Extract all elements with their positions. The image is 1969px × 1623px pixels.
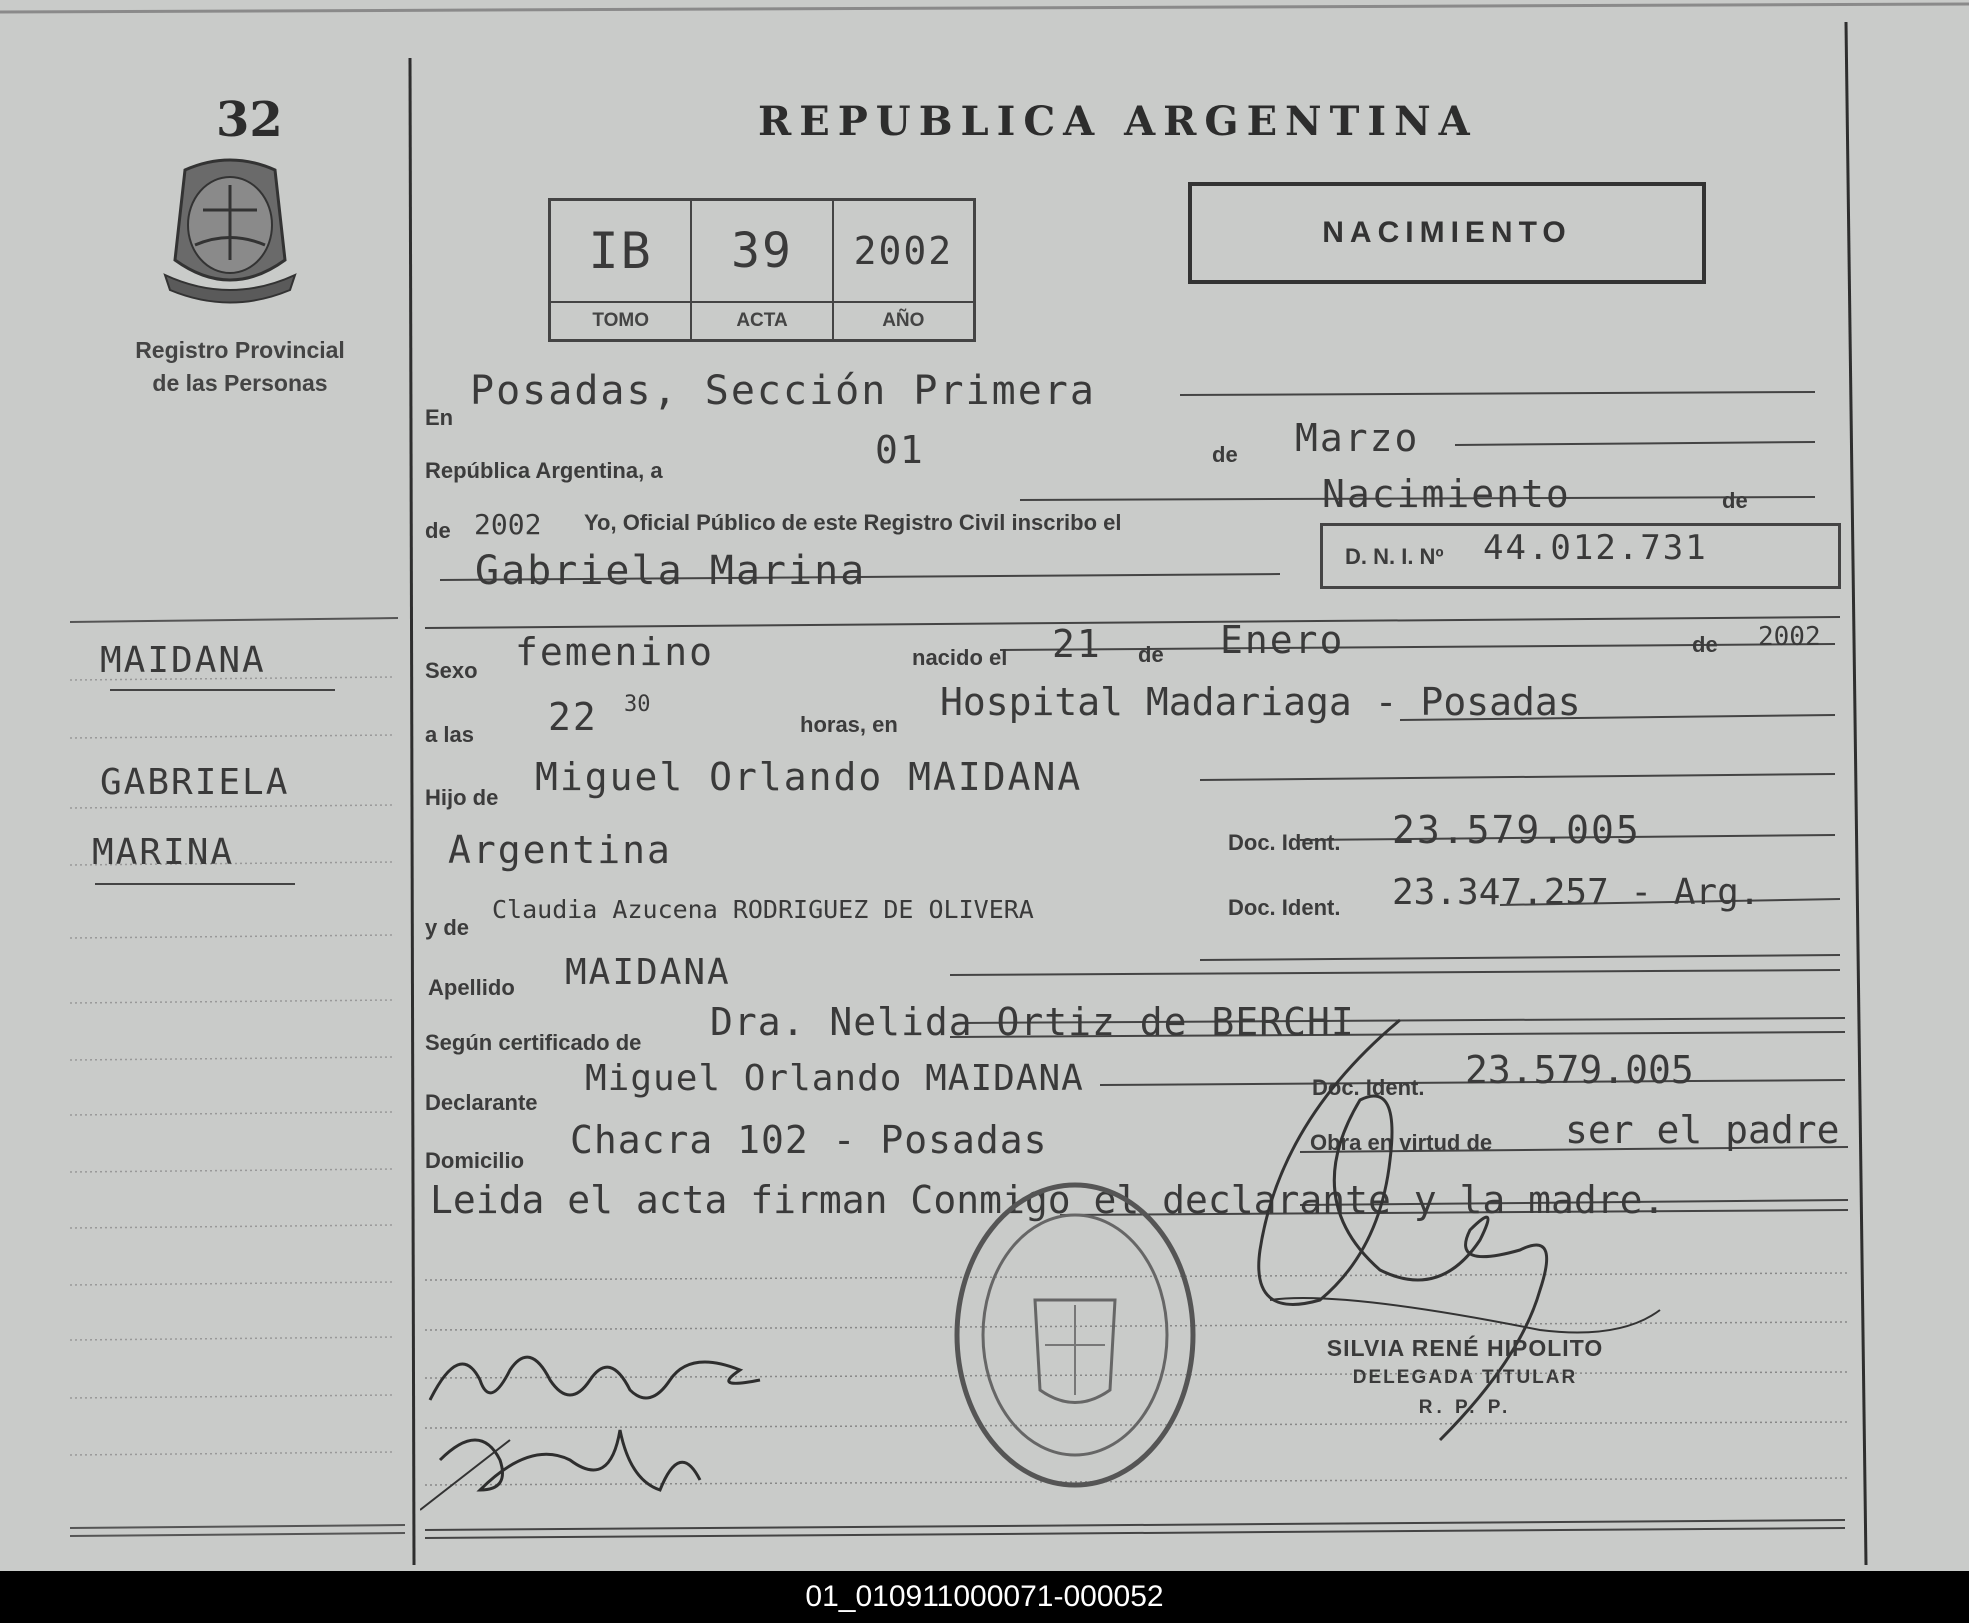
l3-de2: de	[1722, 488, 1748, 513]
image-id-footer: 01_010911000071-000052	[0, 1571, 1969, 1623]
tomo-label: TOMO	[551, 301, 690, 339]
margin-first-name: GABRIELA	[100, 762, 290, 803]
margin-second-name: MARINA	[92, 832, 235, 873]
ref-cell-ano	[834, 201, 973, 339]
l5-de2: de	[1692, 632, 1718, 657]
l2-month: Marzo	[1295, 416, 1420, 460]
l13-label: Domicilio	[425, 1148, 525, 1173]
l13-value2: ser el padre	[1565, 1108, 1840, 1152]
l5-sex: femenino	[515, 630, 715, 674]
l10-label: Apellido	[428, 975, 515, 1000]
l3-value: Nacimiento	[1322, 472, 1571, 516]
l12-doc-label: Doc. Ident.	[1312, 1075, 1425, 1100]
declarant-signatures	[420, 1320, 800, 1520]
dni-value: 44.012.731	[1483, 528, 1708, 568]
l8-doc: 23.579.005	[1392, 808, 1641, 852]
l5-de: de	[1138, 642, 1164, 667]
l14-value: Leida el acta firman Conmigo el declarante y la madre.	[430, 1178, 1666, 1222]
l1-value: Posadas, Sección Primera	[470, 368, 1096, 414]
l1-label: En	[425, 405, 454, 430]
l5-born: nacido el	[912, 645, 1008, 670]
l3-de: de	[425, 518, 451, 543]
l12-value: Miguel Orlando MAIDANA	[585, 1058, 1084, 1099]
official-stamp-seal	[945, 1170, 1205, 1500]
l2-day: 01	[875, 428, 925, 472]
l4-name: Gabriela Marina	[475, 548, 867, 594]
l11-label: Según certificado de	[425, 1030, 642, 1055]
country-title: REPUBLICA ARGENTINA	[758, 98, 1478, 145]
l13-value: Chacra 102 - Posadas	[570, 1118, 1048, 1162]
margin-surname-underline	[110, 689, 335, 691]
l3-year: 2002	[474, 508, 542, 541]
l9-doc-label: Doc. Ident.	[1228, 895, 1341, 920]
dni-label: D. N. I. Nº	[1345, 544, 1444, 569]
officer-title: DELEGADA TITULAR	[1352, 1367, 1578, 1388]
l2-label: República Argentina, a	[425, 458, 663, 483]
l6-label2: horas, en	[800, 712, 898, 737]
l5-year: 2002	[1758, 622, 1821, 652]
l9-doc: 23.347.257 - Arg.	[1392, 872, 1761, 913]
l9-mother: Claudia Azucena RODRIGUEZ DE OLIVERA	[492, 895, 1034, 924]
l6-label: a las	[425, 722, 474, 747]
margin-name-underline	[95, 883, 295, 885]
provincial-seal-emblem	[155, 150, 305, 310]
ref-box	[548, 198, 976, 342]
registry-name	[100, 334, 380, 400]
l3-label: Yo, Oficial Público de este Registro Civil inscribo el	[584, 510, 1122, 535]
ref-cell-tomo	[551, 201, 692, 339]
record-type-box: NACIMIENTO	[1188, 182, 1706, 284]
l5-month: Enero	[1220, 618, 1345, 662]
l7-label: Hijo de	[425, 785, 499, 810]
l6-min: 30	[624, 692, 651, 717]
dni-box	[1320, 523, 1841, 589]
l12-doc: 23.579.005	[1465, 1048, 1694, 1092]
l6-place: Hospital Madariaga - Posadas	[940, 680, 1581, 724]
l2-de: de	[1212, 442, 1238, 467]
officer-name: SILVIA RENÉ HIPOLITO	[1326, 1335, 1604, 1361]
margin-surname: MAIDANA	[100, 640, 266, 681]
ano-value: 2002	[853, 229, 954, 273]
ano-label: AÑO	[834, 301, 973, 339]
l6-hour: 22	[548, 695, 598, 739]
l12-label: Declarante	[425, 1090, 538, 1115]
signature-block	[1285, 1333, 1645, 1423]
acta-value: 39	[731, 223, 793, 279]
page-number: 32	[216, 92, 283, 148]
l8-nationality: Argentina	[448, 828, 672, 872]
l9-label: y de	[425, 915, 470, 940]
tomo-value: IB	[588, 222, 653, 280]
l11-value: Dra. Nelida Ortiz de BERCHI	[710, 1000, 1355, 1044]
l13-label2: Obra en virtud de	[1310, 1130, 1493, 1155]
registry-name-line-2: de las Personas	[152, 370, 328, 396]
acta-label: ACTA	[692, 301, 831, 339]
l8-doc-label: Doc. Ident.	[1228, 830, 1341, 855]
l10-value: MAIDANA	[565, 952, 731, 993]
l7-father: Miguel Orlando MAIDANA	[535, 755, 1083, 799]
officer-office: R. P. P.	[1418, 1397, 1512, 1418]
l5-day: 21	[1052, 622, 1102, 666]
ref-cell-acta	[692, 201, 833, 339]
l5-label: Sexo	[425, 658, 478, 683]
registry-name-line-1: Registro Provincial	[135, 337, 345, 363]
